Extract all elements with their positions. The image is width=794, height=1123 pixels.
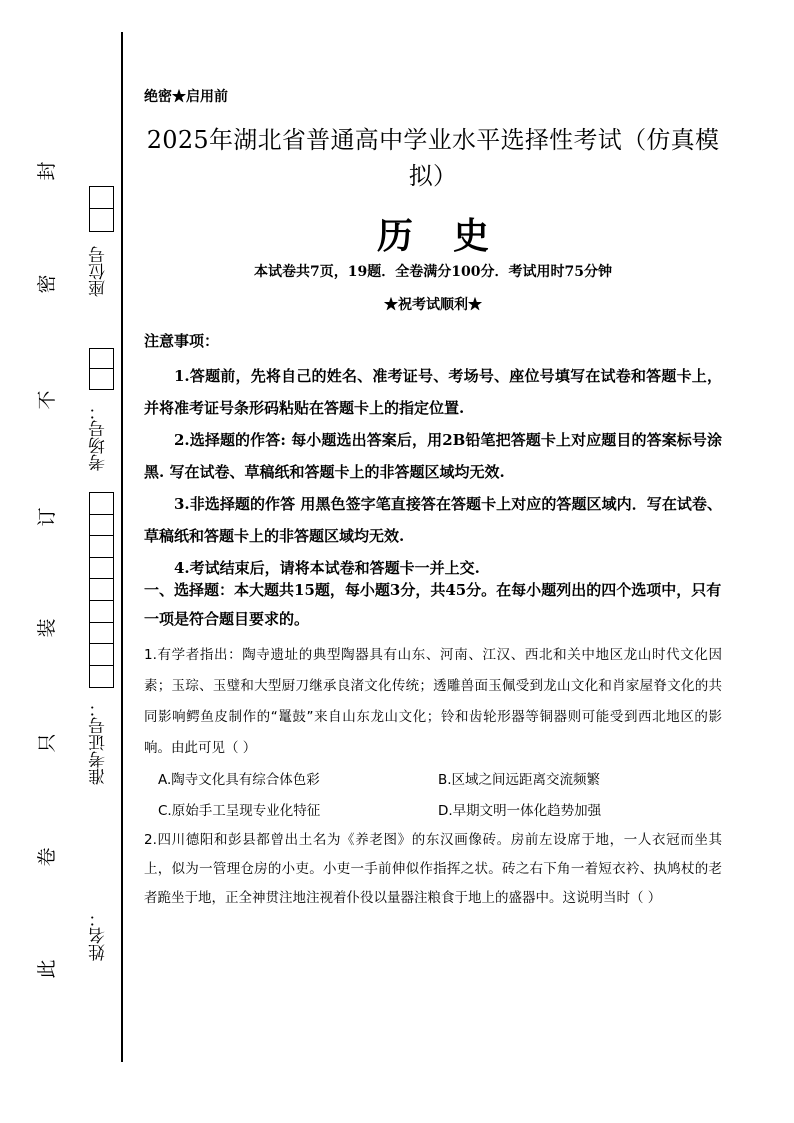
seat-number-label: 座位号 (89, 246, 109, 297)
binding-line (121, 32, 123, 1062)
option-a[interactable]: A.陶寺文化具有综合体色彩 (158, 772, 320, 788)
question-1-options (144, 765, 722, 827)
ticket-number-box[interactable] (89, 492, 114, 688)
seal-char-3: 不 (36, 390, 58, 410)
name-label: 姓名： (89, 910, 109, 961)
seal-char-7: 卷 (36, 847, 58, 867)
good-luck-line: ★祝考试顺利★ (384, 297, 482, 313)
seal-char-1: 封 (36, 161, 58, 181)
question-2-stem: 2.四川德阳和彭县都曾出土名为《养老图》的东汉画像砖。房前左设席于地，一人衣冠而坐其上，似为一管理仓房的小吏。小吏一手前伸似作指挥之状。砖之右下角一着短衣衿、执鸠杖的老者跪坐于地，正全神贯注地注视着仆役以量器注粮食于地上的盛器中。这说明当时（ ） (144, 832, 722, 906)
seal-char-4: 订 (36, 507, 58, 527)
subject-title: 历史 (376, 215, 529, 257)
option-b[interactable]: B.区域之间远距离交流频繁 (438, 772, 601, 788)
seat-number-box[interactable] (89, 186, 114, 232)
section-heading: 一、选择题：本大题共15题，每小题3分，共45分。在每小题列出的四个选项中，只有一项是符合题目要求的。 (144, 581, 722, 628)
exam-room-box[interactable] (89, 348, 114, 390)
notice-list (144, 360, 722, 584)
exam-title-line-1: 2025年湖北省普通高中学业水平选择性考试（仿真模 (146, 126, 720, 154)
question-1-stem: 1.有学者指出：陶寺遗址的典型陶器具有山东、河南、江汉、西北和关中地区龙山时代文化因素；玉琮、玉璧和大型厨刀继承良渚文化传统；透雕兽面玉佩受到龙山文化和肖家屋脊文化的共同影响鳄鱼皮制作的“鼍鼓”来自山东龙山文化；铃和齿轮形器等铜器则可能受到西北地区的影响。由此可见（ ） (144, 647, 722, 756)
notice-item-4: 4.考试结束后，请将本试卷和答题卡一并上交. (174, 559, 480, 577)
question-2 (144, 826, 722, 913)
notice-item-1: 1.答题前，先将自己的姓名、准考证号、考场号、座位号填写在试卷和答题卡上，并将准考证号条形码粘贴在答题卡上的指定位置. (144, 367, 722, 417)
notice-title: 注意事项： (144, 332, 220, 350)
notice-item-3: 3.非选择题的作答 用黑色签字笔直接答在答题卡上对应的答题区域内．写在试卷、草稿纸和答题卡上的非答题区域均无效. (144, 495, 722, 545)
seal-char-2: 密 (36, 274, 58, 294)
confidential-mark: 绝密★启用前 (144, 89, 228, 105)
exam-room-label: 考场号： (89, 403, 109, 471)
question-1 (144, 640, 722, 764)
exam-info: 本试卷共7页，19题．全卷满分100分．考试用时75分钟 (254, 264, 612, 280)
option-c[interactable]: C.原始手工呈现专业化特征 (158, 803, 321, 819)
option-d[interactable]: D.早期文明一体化趋势加强 (438, 803, 602, 819)
seal-char-5: 装 (36, 618, 58, 638)
exam-title (144, 122, 722, 194)
notice-item-2: 2.选择题的作答: 每小题选出答案后，用2B铅笔把答题卡上对应题目的答案标号涂黑. 写在试卷、草稿纸和答题卡上的非答题区域均无效. (144, 431, 722, 481)
exam-title-line-2: 拟） (408, 162, 458, 190)
seal-char-8: 此 (36, 959, 58, 979)
seal-char-6: 只 (36, 733, 58, 753)
ticket-number-label: 准考证号： (89, 700, 109, 785)
